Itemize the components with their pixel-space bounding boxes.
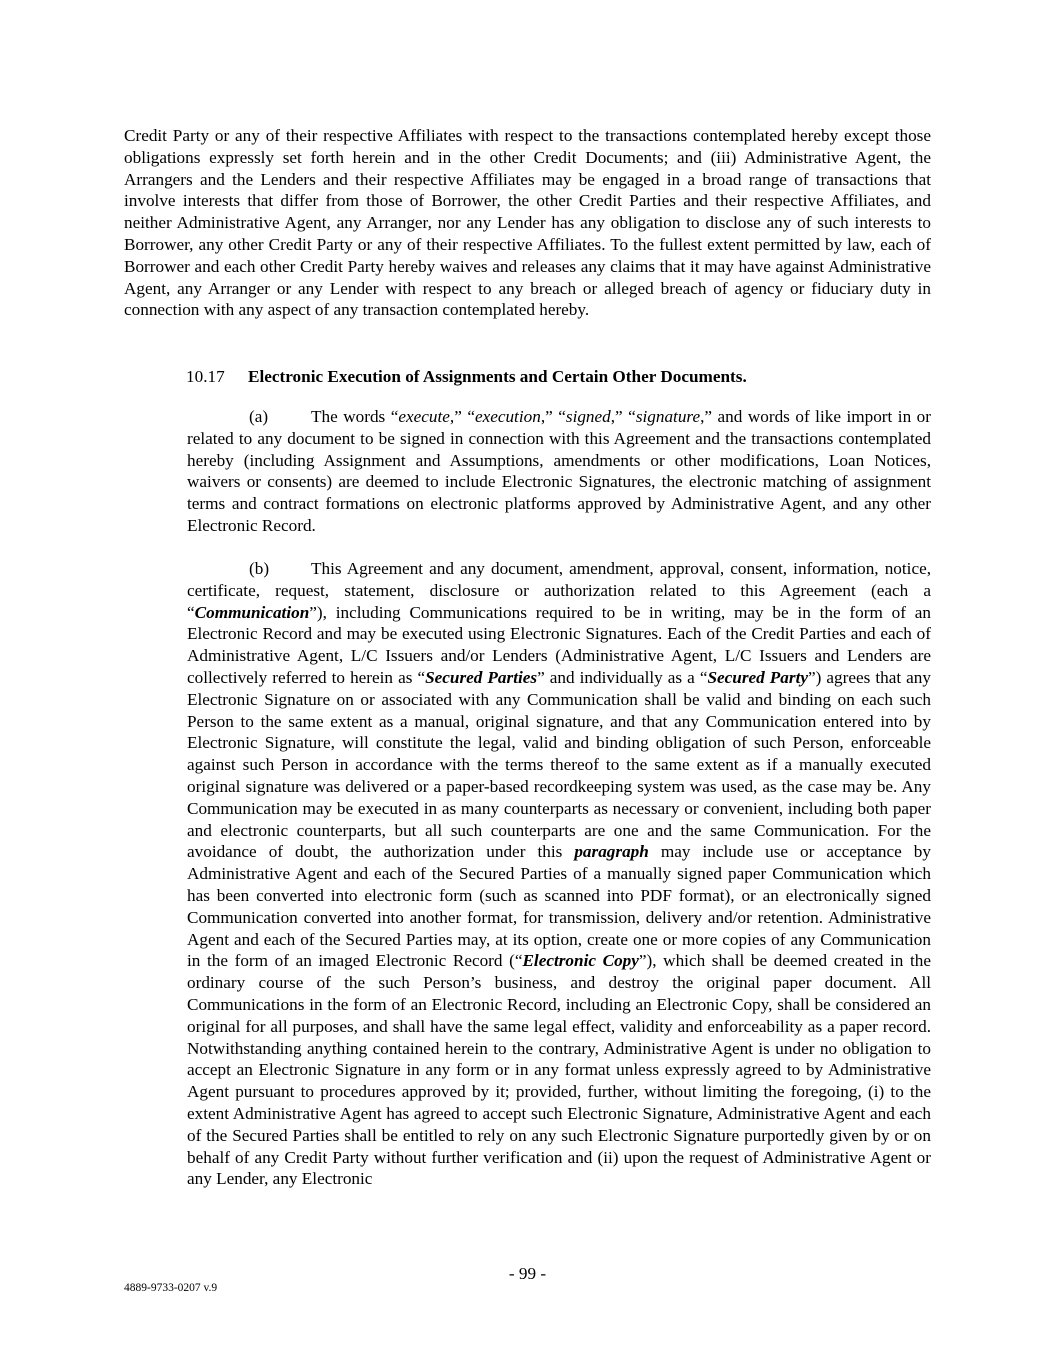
paragraph-a-text: ,” “: [610, 407, 636, 426]
term-execute: execute: [398, 407, 450, 426]
defined-term-communication: Communication: [194, 602, 310, 622]
paragraph-a-text: The words “: [311, 407, 399, 426]
emphasis-paragraph: paragraph: [574, 842, 649, 862]
page-number: - 99 -: [508, 1264, 547, 1283]
paragraph-a-text: ,” “: [540, 407, 566, 426]
document-id: 4889-9733-0207 v.9: [124, 1282, 218, 1294]
paragraph-b-label: (b): [249, 559, 270, 578]
paragraph-b: [187, 558, 931, 1190]
paragraph-a: [187, 406, 931, 537]
paragraph-b-text: ”), which shall be deemed created in the ordinary course of the such Person’s business, and destroy the original paper document. All Communications in the form of an Electronic Record, including an Electronic Copy, shall be considered an original for all purposes, and shall have the same legal effect, validity and enforceability as a paper record. Notwithstanding anything contained herein to the contrary, Administrative Agent is under no obligation to accept an Electronic Signature in any form or in any format unless expressly agreed to by Administrative Agent pursuant to procedures approved by it; provided, further, without limiting the foregoing, (i) to the extent Administrative Agent has agreed to accept such Electronic Signature, Administrative Agent and each of the Secured Parties shall be entitled to rely on any such Electronic Signature purportedly given by or on behalf of any Credit Party without further verification and (ii) upon the request of Administrative Agent or any Lender, any Electronic: [187, 951, 931, 1189]
continued-paragraph: Credit Party or any of their respective Affiliates with respect to the transactions contemplated hereby except those obligations expressly set forth herein and in the other Credit Documents; and (iii) Administrative Agent, the Arrangers and the Lenders and their respective Affiliates may be engaged in a broad range of transactions that involve interests that differ from those of Borrower, the other Credit Parties and their respective Affiliates, and neither Administrative Agent, any Arranger, nor any Lender has any obligation to disclose any of such interests to Borrower, any other Credit Party or any of their respective Affiliates. To the fullest extent permitted by law, each of Borrower and each other Credit Party hereby waives and releases any claims that it may have against Administrative Agent, any Arranger or any Lender with respect to any breach or alleged breach of agency or fiduciary duty in connection with any aspect of any transaction contemplated hereby.: [124, 126, 931, 320]
defined-term-electronic-copy: Electronic Copy: [522, 951, 639, 971]
paragraph-a-text: ,” and words of like import in or related to any document to be signed in connection with this Agreement and the transactions contemplated hereby (including Assignment and Assumptions, amendments or other modifications, Loan Notices, waivers or consents) are deemed to include Electronic Signatures, the electronic matching of assignment terms and contract formations on electronic platforms approved by Administrative Agent, and any other Electronic Record.: [187, 407, 931, 535]
paragraph-a-text: ,” “: [449, 407, 475, 426]
section-heading: [186, 366, 747, 388]
paragraph-b-text: ”) agrees that any Electronic Signature on or associated with any Communication shall be valid and binding on each such Person to the same extent as a manual, original signature, and that any Communication entered into by Electronic Signature, will constitute the legal, valid and binding obligation of such Person, enforceable against such Person in accordance with the terms thereof to the same extent as if a manually executed original signature was delivered or a paper-based recordkeeping system was used, as the case may be. Any Communication may be executed in as many counterparts as necessary or convenient, including both paper and electronic counterparts, but all such counterparts are one and the same Communication. For the avoidance of doubt, the authorization under this: [187, 667, 931, 862]
term-execution: execution: [474, 407, 541, 426]
defined-term-secured-parties: Secured Parties: [425, 667, 538, 687]
term-signed: signed: [565, 407, 611, 426]
defined-term-secured-party: Secured Party: [707, 667, 808, 687]
paragraph-b-text: ” and individually as a “: [537, 667, 708, 687]
paragraph-b-text: ”), including Communications required to be in writing, may be in the form of an Electronic Record and may be executed using Electronic Signatures. Each of the Credit Parties and each of Administrative Agent, L/C Issuers and/or Lenders (Administrative Agent, L/C Issuers and Lenders are collectively referred to herein as “: [187, 602, 931, 687]
term-signature: signature: [635, 407, 701, 426]
paragraph-a-label: (a): [249, 407, 269, 426]
paragraph-b-text: This Agreement and any document, amendment, approval, consent, information, notice, certificate, request, statement, disclosure or authorization related to this Agreement (each a “: [187, 559, 931, 622]
section-number: 10.17: [186, 367, 225, 386]
section-title: Electronic Execution of Assignments and Certain Other Documents.: [248, 367, 747, 386]
paragraph-b-text: may include use or acceptance by Administrative Agent and each of the Secured Parties of a manually signed paper Communication which has been converted into electronic form (such as scanned into PDF format), or an electronically signed Communication converted into another format, for transmission, delivery and/or retention. Administrative Agent and each of the Secured Parties may, at its option, create one or more copies of any Communication in the form of an imaged Electronic Record (“: [187, 842, 931, 971]
